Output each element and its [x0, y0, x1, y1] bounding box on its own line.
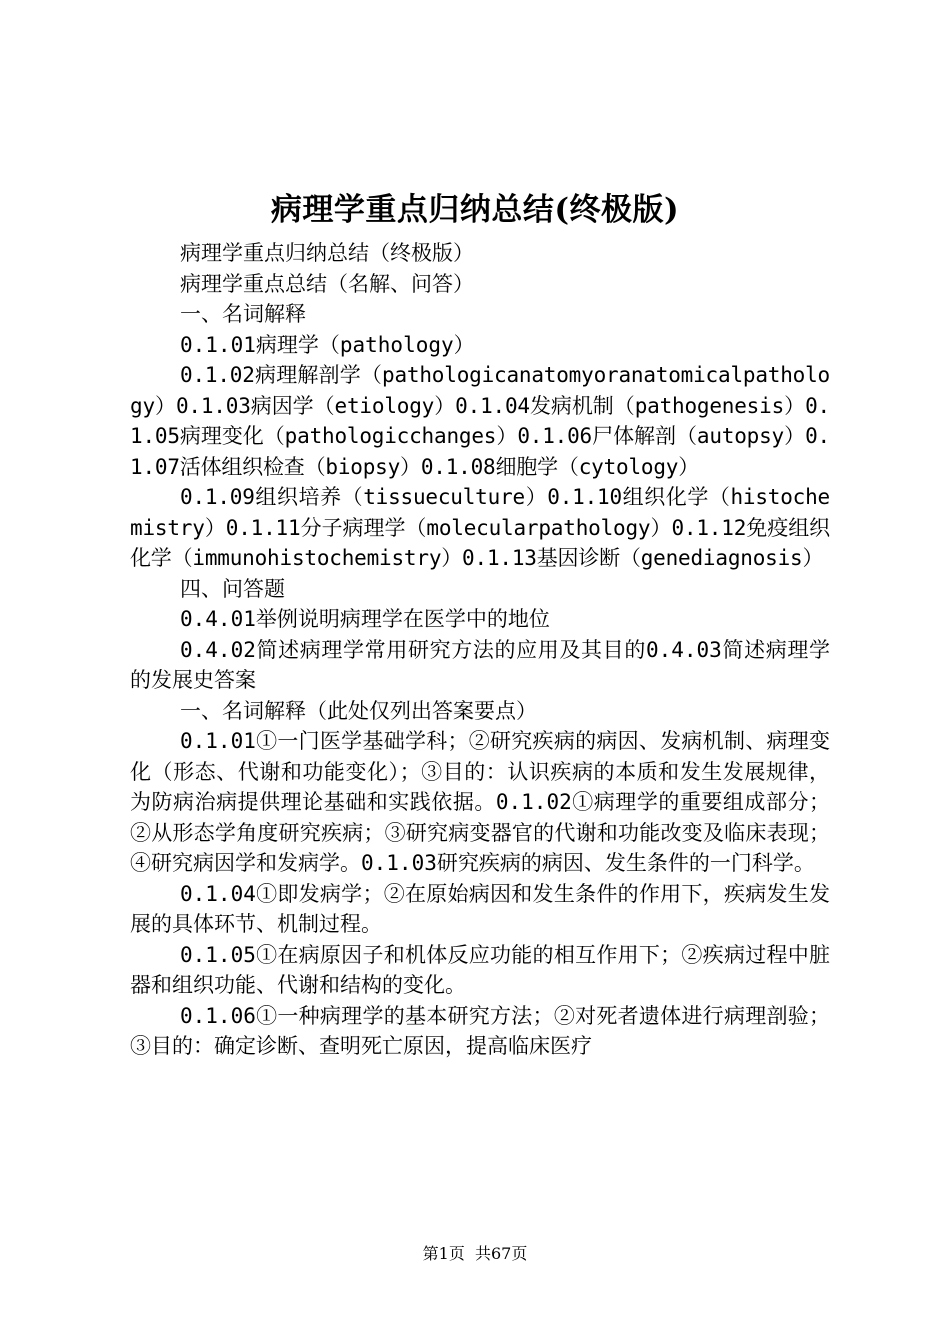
paragraph-answer-0106: 0.1.06①一种病理学的基本研究方法；②对死者遗体进行病理剖验；③目的：确定诊断、查明死亡原因，提高临床医疗	[130, 1003, 830, 1058]
paragraph-term-list-2: 0.1.09组织培养（tissueculture）0.1.10组织化学（histochemistry）0.1.11分子病理学（molecularpathology）0.1.12免疫组织化学（immunohistochemistry）0.1.13基因诊断（genediagnosis）	[130, 485, 830, 570]
paragraph-question-2-3: 0.4.02简述病理学常用研究方法的应用及其目的0.4.03简述病理学的发展史答案	[130, 637, 830, 692]
paragraph-subtitle: 病理学重点归纳总结（终极版）	[180, 241, 474, 265]
page-number-footer: 第1页 共67页	[422, 1244, 528, 1263]
section-heading-terms: 一、名词解释	[180, 302, 306, 326]
paragraph-term-list-1: 0.1.02病理解剖学（pathologicanatomyoranatomicalpathology）0.1.03病因学（etiology）0.1.04发病机制（pathogenesis）0.1.05病理变化（pathologicchanges）0.1.06尸体解剖（autopsy）0.1.07活体组织检查（biopsy）0.1.08细胞学（cytology）	[130, 363, 830, 479]
section-heading-answers: 一、名词解释（此处仅列出答案要点）	[180, 698, 537, 723]
paragraph-answer-0104: 0.1.04①即发病学；②在原始病因和发生条件的作用下，疾病发生发展的具体环节、机制过程。	[130, 881, 830, 936]
paragraph-summary-title: 病理学重点总结（名解、问答）	[180, 271, 474, 296]
section-heading-questions: 四、问答题	[180, 576, 285, 601]
paragraph-answer-0101-0103: 0.1.01①一门医学基础学科；②研究疾病的病因、发病机制、病理变化（形态、代谢和功能变化）；③目的：认识疾病的本质和发生发展规律，为防病治病提供理论基础和实践依据。0.1.02①病理学的重要组成部分；②从形态学角度研究疾病；③研究病变器官的代谢和功能改变及临床表现；④研究病因学和发病学。0.1.03研究疾病的病因、发生条件的一门科学。	[130, 729, 830, 875]
paragraph-question-1: 0.4.01举例说明病理学在医学中的地位	[180, 607, 550, 631]
paragraph-term-pathology: 0.1.01病理学（pathology）	[180, 332, 475, 357]
document-body	[130, 238, 830, 1062]
paragraph-answer-0105: 0.1.05①在病原因子和机体反应功能的相互作用下；②疾病过程中脏器和组织功能、代谢和结构的变化。	[130, 942, 830, 997]
document-title: 病理学重点归纳总结(终极版)	[270, 192, 680, 228]
